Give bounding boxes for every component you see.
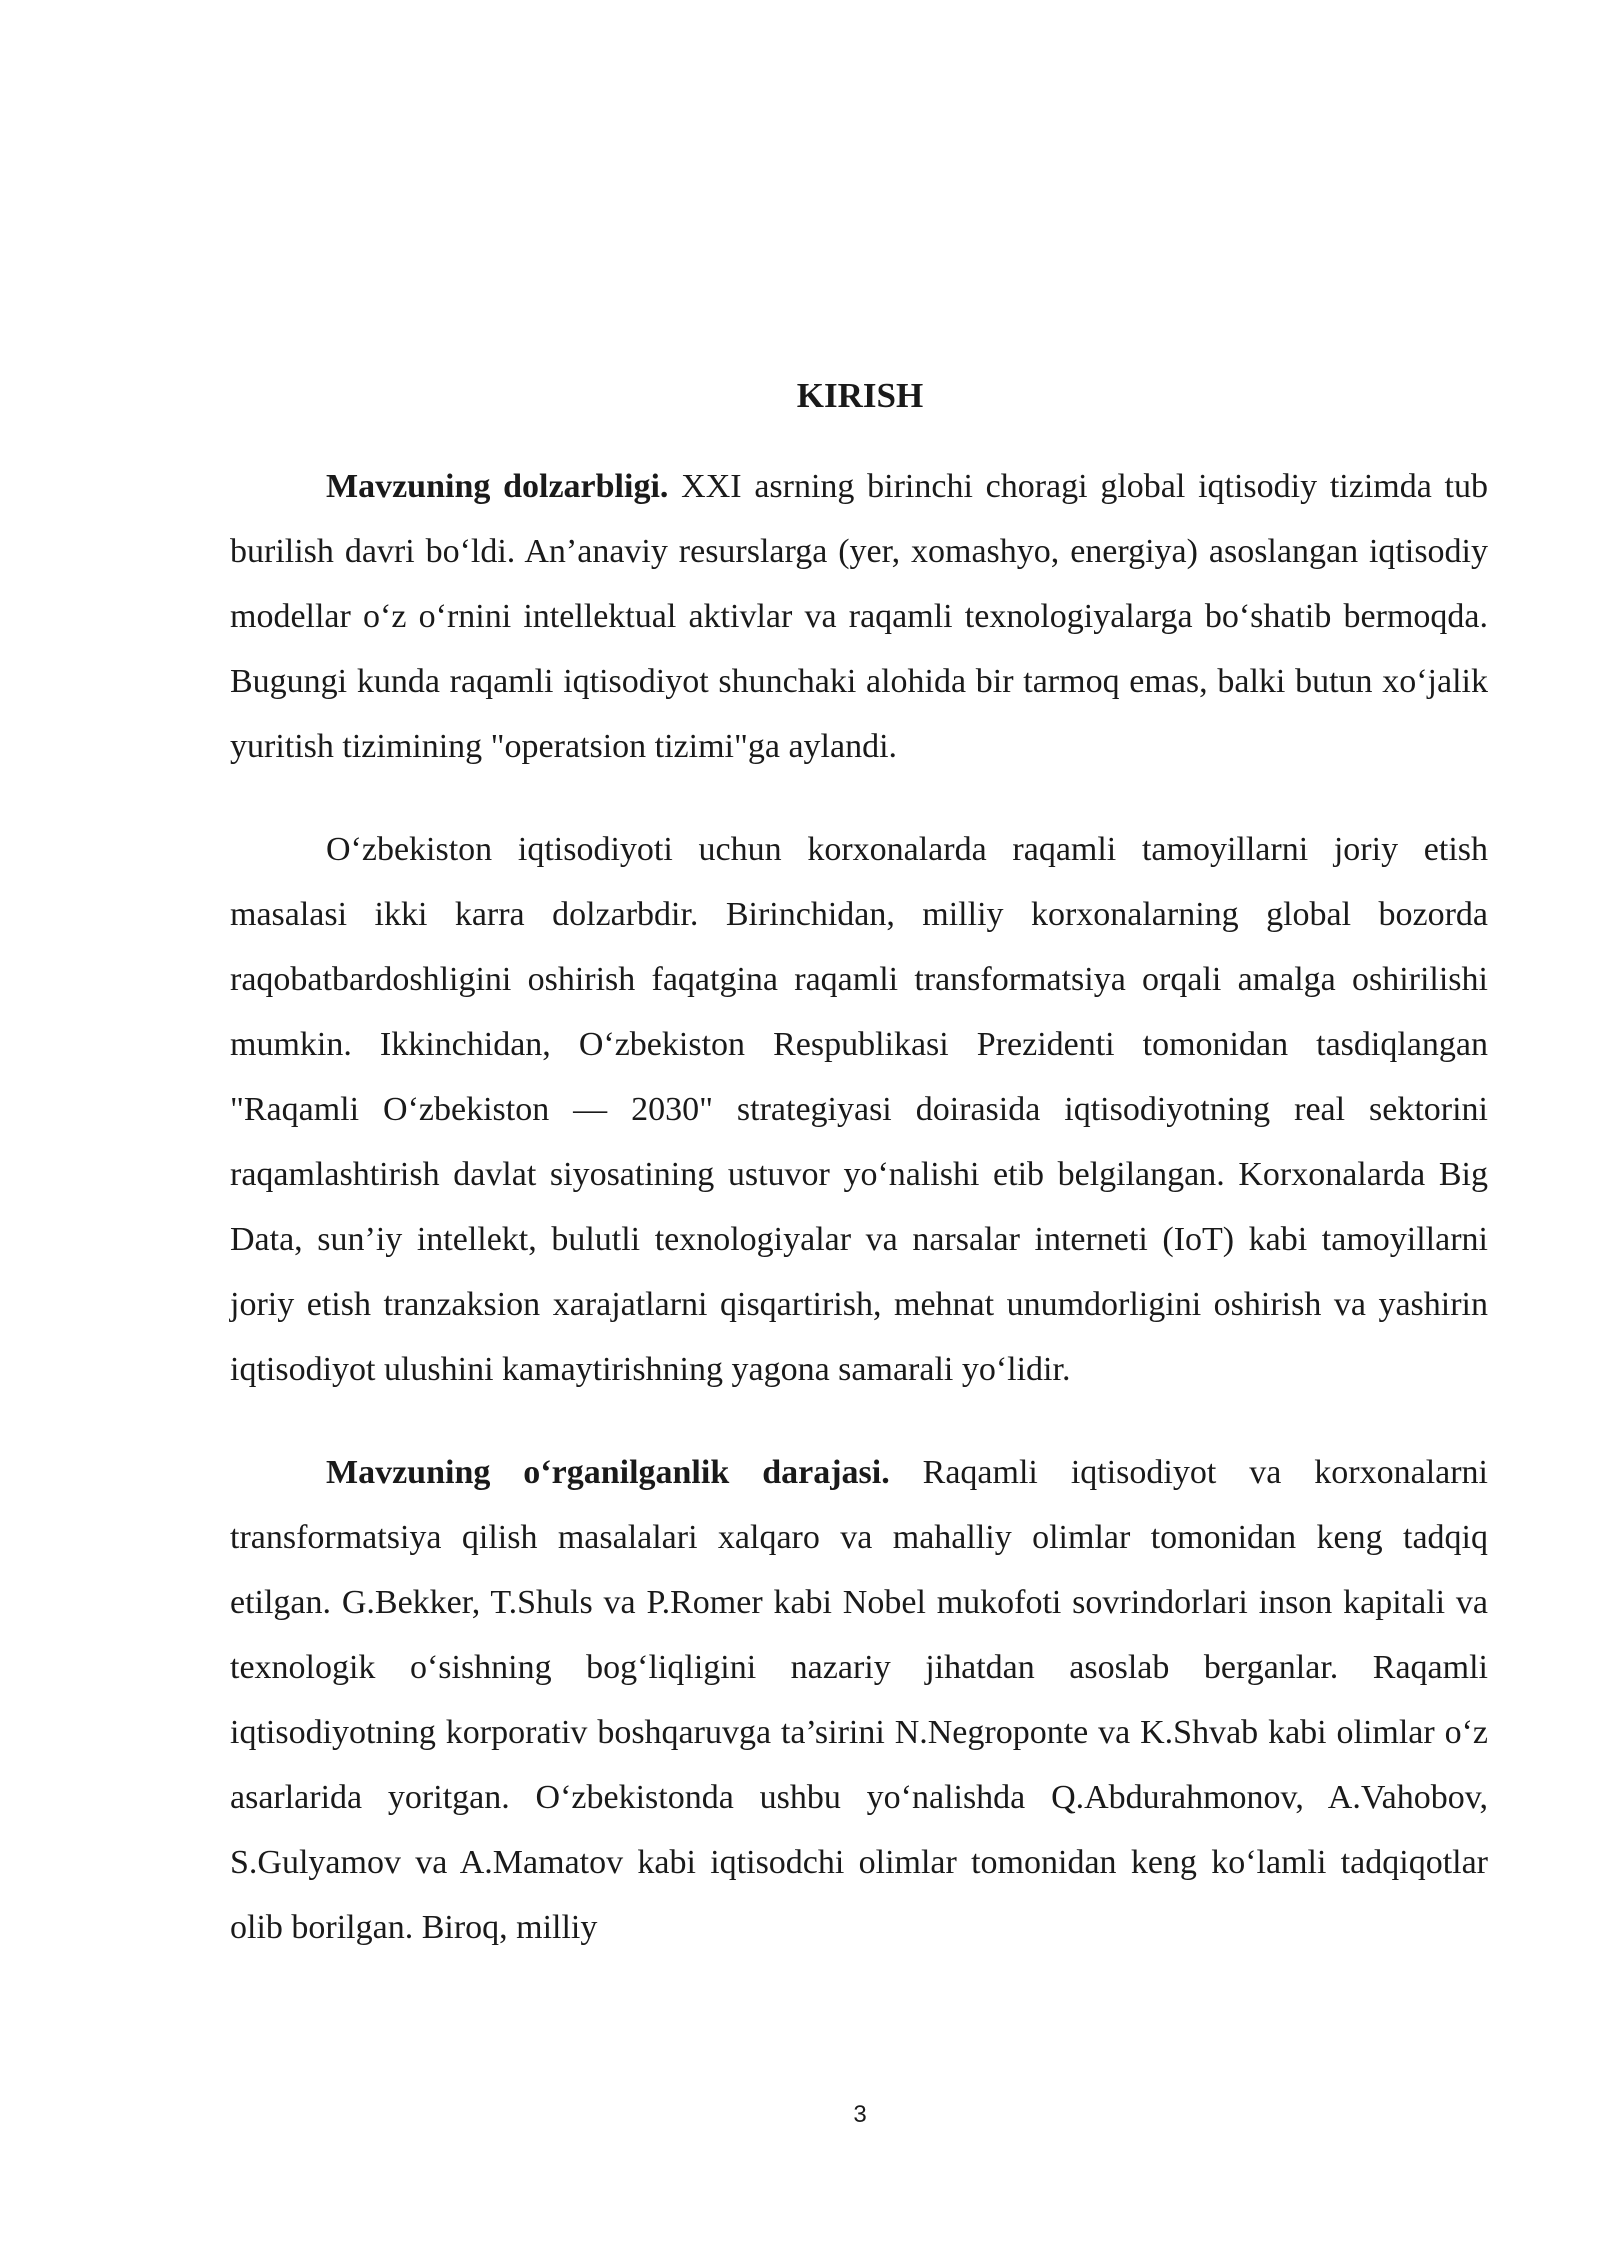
paragraph-lead: Mavzuning o‘rganilganlik darajasi.	[326, 1454, 890, 1491]
paragraph-relevance	[230, 454, 1488, 779]
paragraph-text: Raqamli iqtisodiyot va korxonalarni transformatsiya qilish masalalari xalqaro va mahalliy olimlar tomonidan keng tadqiq etilgan. G.Bekker, T.Shuls va P.Romer kabi Nobel mukofoti sovrindorlari inson kapitali va texnologik o‘sishning bog‘liqligini nazariy jihatdan asoslab berganlar. Raqamli iqtisodiyotning korporativ boshqaruvga ta’sirini N.Negroponte va K.Shvab kabi olimlar o‘z asarlarida yoritgan. O‘zbekistonda ushbu yo‘nalishda Q.Abdurahmonov, A.Vahobov, S.Gulyamov va A.Mamatov kabi iqtisodchi olimlar tomonidan keng ko‘lamli tadqiqotlar olib borilgan. Biroq, milliy	[230, 1454, 1488, 1946]
page-number: 3	[853, 2101, 867, 2128]
paragraph-text: O‘zbekiston iqtisodiyoti uchun korxonalarda raqamli tamoyillarni joriy etish masalasi ikki karra dolzarbdir. Birinchidan, milliy korxonalarning global bozorda raqobatbardoshligini oshirish faqatgina raqamli transformatsiya orqali amalga oshirilishi mumkin. Ikkinchidan, O‘zbekiston Respublikasi Prezidenti tomonidan tasdiqlangan "Raqamli O‘zbekiston — 2030" strategiyasi doirasida iqtisodiyotning real sektorini raqamlashtirish davlat siyosatining ustuvor yo‘nalishi etib belgilangan. Korxonalarda Big Data, sun’iy intellekt, bulutli texnologiyalar va narsalar interneti (IoT) kabi tamoyillarni joriy etish tranzaksion xarajatlarni qisqartirish, mehnat unumdorligini oshirish va yashirin iqtisodiyot ulushini kamaytirishning yagona samarali yo‘lidir.	[230, 831, 1488, 1388]
section-heading: KIRISH	[796, 376, 924, 415]
paragraph-study-level	[230, 1440, 1488, 1960]
paragraph-uzbekistan	[230, 817, 1488, 1402]
body-text	[230, 454, 1488, 1998]
paragraph-lead: Mavzuning dolzarbligi.	[326, 468, 669, 505]
paragraph-text: XXI asrning birinchi choragi global iqtisodiy tizimda tub burilish davri bo‘ldi. An’anaviy resurslarga (yer, xomashyo, energiya) asoslangan iqtisodiy modellar o‘z o‘rnini intellektual aktivlar va raqamli texnologiyalarga bo‘shatib bermoqda. Bugungi kunda raqamli iqtisodiyot shunchaki alohida bir tarmoq emas, balki butun xo‘jalik yuritish tizimining "operatsion tizimi"ga aylandi.	[230, 468, 1488, 765]
